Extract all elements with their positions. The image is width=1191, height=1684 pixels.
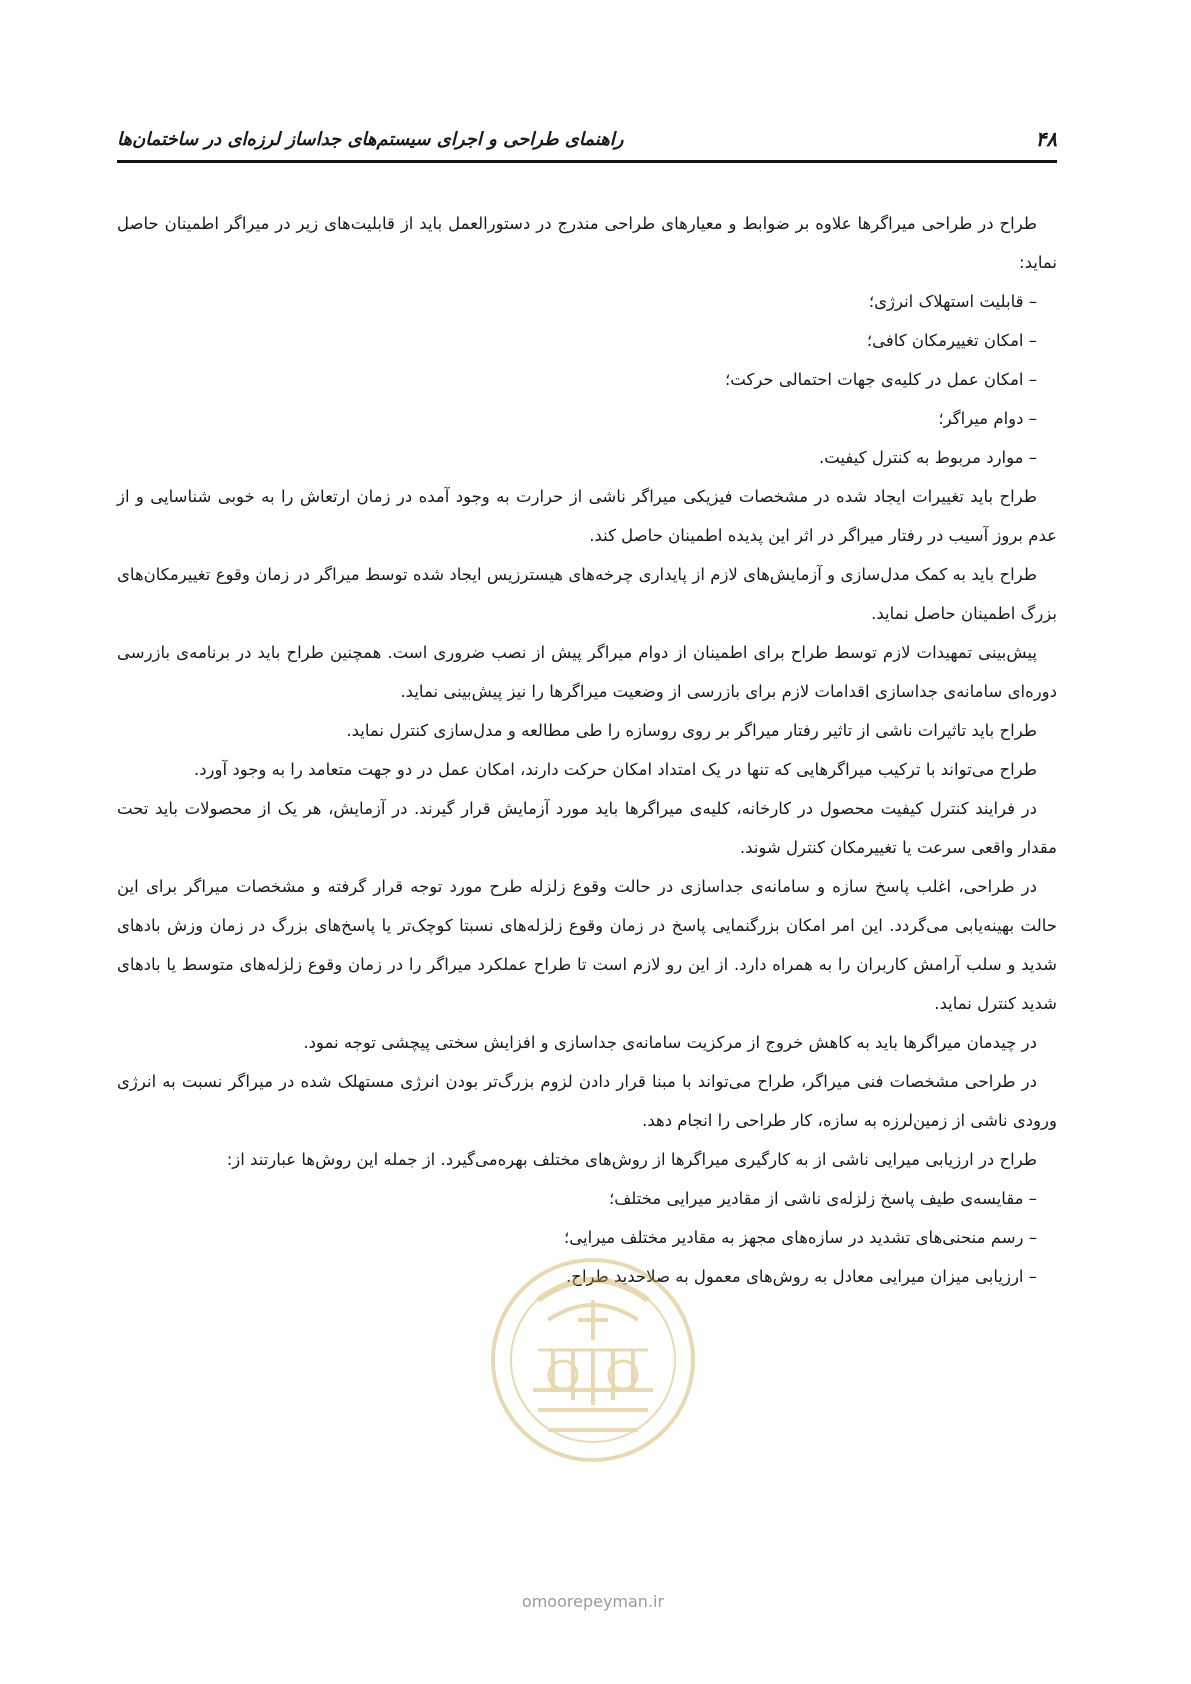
list-item: – موارد مربوط به کنترل کیفیت. bbox=[818, 448, 1037, 467]
list-item: – امکان عمل در کلیه‌ی جهات احتمالی حرکت؛ bbox=[725, 370, 1037, 389]
paragraph-3: طراح باید به کمک مدل‌سازی و آزمایش‌های لازم از پایداری چرخه‌های هیسترزیس ایجاد شده توسط میراگر در زمان وقوع تغییرمکان‌های بزرگ اطمینان حاصل نماید. bbox=[117, 565, 1057, 623]
paragraph-8: در طراحی، اغلب پاسخ سازه و سامانه‌ی جداسازی در حالت وقوع زلزله طرح مورد توجه قرار گرفته و مشخصات میراگر برای این حالت بهینه‌یابی می‌گردد. این امر امکان بزرگنمایی پاسخ در زمان وقوع زلزله‌های نسبتا کوچک‌تر یا پاسخ‌های بزرگ در زمان وزش بادهای شدید و سلب آرامش کاربران را به همراه دارد. از این رو لازم است تا طراح عملکرد میراگر را در زمان وقوع زلزله‌های متوسط یا بادهای شدید کنترل نماید. bbox=[117, 877, 1057, 1013]
list-item: – مقایسه‌ی طیف پاسخ زلزله‌ی ناشی از مقادیر میرایی مختلف؛ bbox=[608, 1189, 1037, 1208]
page-header bbox=[117, 128, 1057, 158]
list-item: – دوام میراگر؛ bbox=[938, 409, 1037, 428]
paragraph-6: طراح می‌تواند با ترکیب میراگرهایی که تنها در یک امتداد امکان حرکت دارند، امکان عمل در دو جهت متعامد را به وجود آورد. bbox=[193, 760, 1037, 779]
paragraph-1: طراح در طراحی میراگرها علاوه بر ضوابط و معیارهای طراحی مندرج در دستورالعمل باید از قابلیت‌های زیر در میراگر اطمینان حاصل نماید: bbox=[117, 214, 1057, 272]
list-item: – رسم منحنی‌های تشدید در سازه‌های مجهز به مقادیر مختلف میرایی؛ bbox=[564, 1228, 1037, 1247]
list-item: – قابلیت استهلاک انرژی؛ bbox=[868, 292, 1037, 311]
paragraph-5: طراح باید تاثیرات ناشی از تاثیر رفتار میراگر بر روی روسازه را طی مطالعه و مدل‌سازی کنترل نماید. bbox=[346, 721, 1037, 740]
paragraph-10: در طراحی مشخصات فنی میراگر، طراح می‌تواند با مبنا قرار دادن لزوم بزرگ‌تر بودن انرژی مستهلک شده در میراگر نسبت به انرژی ورودی ناشی از زمین‌لرزه به سازه، کار طراحی را انجام دهد. bbox=[117, 1072, 1057, 1130]
paragraph-7: در فرایند کنترل کیفیت محصول در کارخانه، کلیه‌ی میراگرها باید مورد آزمایش قرار گیرند. در آزمایش، هر یک از محصولات باید تحت مقدار واقعی سرعت یا تغییرمکان کنترل شوند. bbox=[117, 799, 1057, 857]
paragraph-9: در چیدمان میراگرها باید به کاهش خروج از مرکزیت سامانه‌ی جداسازی و افزایش سختی پیچشی توجه نمود. bbox=[303, 1033, 1037, 1052]
list-item: – امکان تغییرمکان کافی؛ bbox=[866, 331, 1037, 350]
list-item: – ارزیابی میزان میرایی معادل به روش‌های معمول به صلاحدید طراح. bbox=[566, 1267, 1037, 1286]
body-text bbox=[117, 204, 1057, 1296]
watermark-url: omoorepeyman.ir bbox=[521, 1592, 665, 1611]
paragraph-11: طراح در ارزیابی میرایی ناشی از به کارگیری میراگرها از روش‌های مختلف بهره‌می‌گیرد. از جمله این روش‌ها عبارتند از: bbox=[226, 1150, 1037, 1169]
paragraph-2: طراح باید تغییرات ایجاد شده در مشخصات فیزیکی میراگر ناشی از حرارت به وجود آمده در زمان ارتعاش را به خوبی شناسایی و از عدم بروز آسیب در رفتار میراگر در اثر این پدیده اطمینان حاصل کند. bbox=[117, 487, 1057, 545]
header-divider bbox=[117, 160, 1057, 163]
running-title: راهنمای طراحی و اجرای سیستم‌های جداساز لرزه‌ای در ساختمان‌ها bbox=[117, 129, 624, 150]
page-number: ۴۸ bbox=[1035, 127, 1057, 151]
paragraph-4: پیش‌بینی تمهیدات لازم توسط طراح برای اطمینان از دوام میراگر پیش از نصب ضروری است. همچنین طراح باید در برنامه‌ی بازرسی دوره‌ای سامانه‌ی جداسازی اقدامات لازم برای بازرسی از وضعیت میراگرها را نیز پیش‌بینی نماید. bbox=[117, 643, 1057, 701]
